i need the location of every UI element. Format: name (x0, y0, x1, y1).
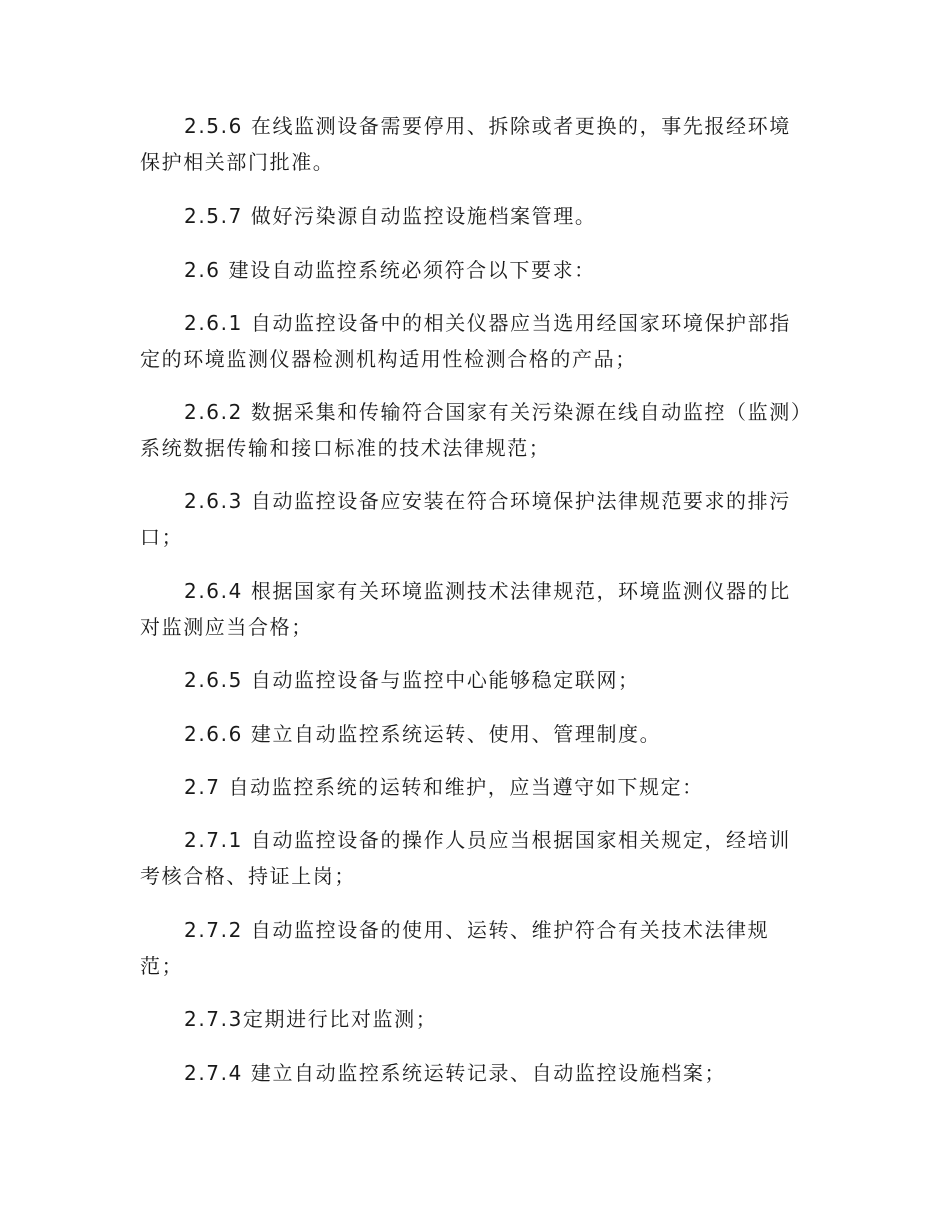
paragraph-2-7-1: 2.7.1 自动监控设备的操作人员应当根据国家相关规定，经培训考核合格、持证上岗； (140, 828, 791, 888)
paragraph-2-7-3: 2.7.3定期进行比对监测； (184, 1007, 438, 1031)
paragraph-2-7: 2.7 自动监控系统的运转和维护，应当遵守如下规定： (184, 775, 704, 799)
paragraph-2-6: 2.6 建设自动监控系统必须符合以下要求： (184, 258, 596, 282)
paragraph-2-6-4: 2.6.4 根据国家有关环境监测技术法律规范，环境监测仪器的比对监测应当合格； (140, 579, 791, 639)
paragraph-2-6-1: 2.6.1 自动监控设备中的相关仪器应当选用经国家环境保护部指定的环境监测仪器检测机构适用性检测合格的产品； (140, 311, 791, 371)
paragraph-2-7-2: 2.7.2 自动监控设备的使用、运转、维护符合有关技术法律规范； (140, 918, 770, 978)
paragraph-2-6-6: 2.6.6 建立自动监控系统运转、使用、管理制度。 (184, 722, 662, 746)
paragraph-2-5-6: 2.5.6 在线监测设备需要停用、拆除或者更换的，事先报经环境保护相关部门批准。 (140, 114, 791, 174)
paragraph-2-6-2: 2.6.2 数据采集和传输符合国家有关污染源在线自动监控（监测）系统数据传输和接口标准的技术法律规范； (140, 400, 803, 460)
paragraph-2-6-5: 2.6.5 自动监控设备与监控中心能够稳定联网； (184, 668, 640, 692)
paragraph-2-6-3: 2.6.3 自动监控设备应安装在符合环境保护法律规范要求的排污口； (140, 489, 791, 549)
paragraph-2-5-7: 2.5.7 做好污染源自动监控设施档案管理。 (184, 204, 597, 228)
paragraph-2-7-4: 2.7.4 建立自动监控系统运转记录、自动监控设施档案； (184, 1061, 727, 1085)
